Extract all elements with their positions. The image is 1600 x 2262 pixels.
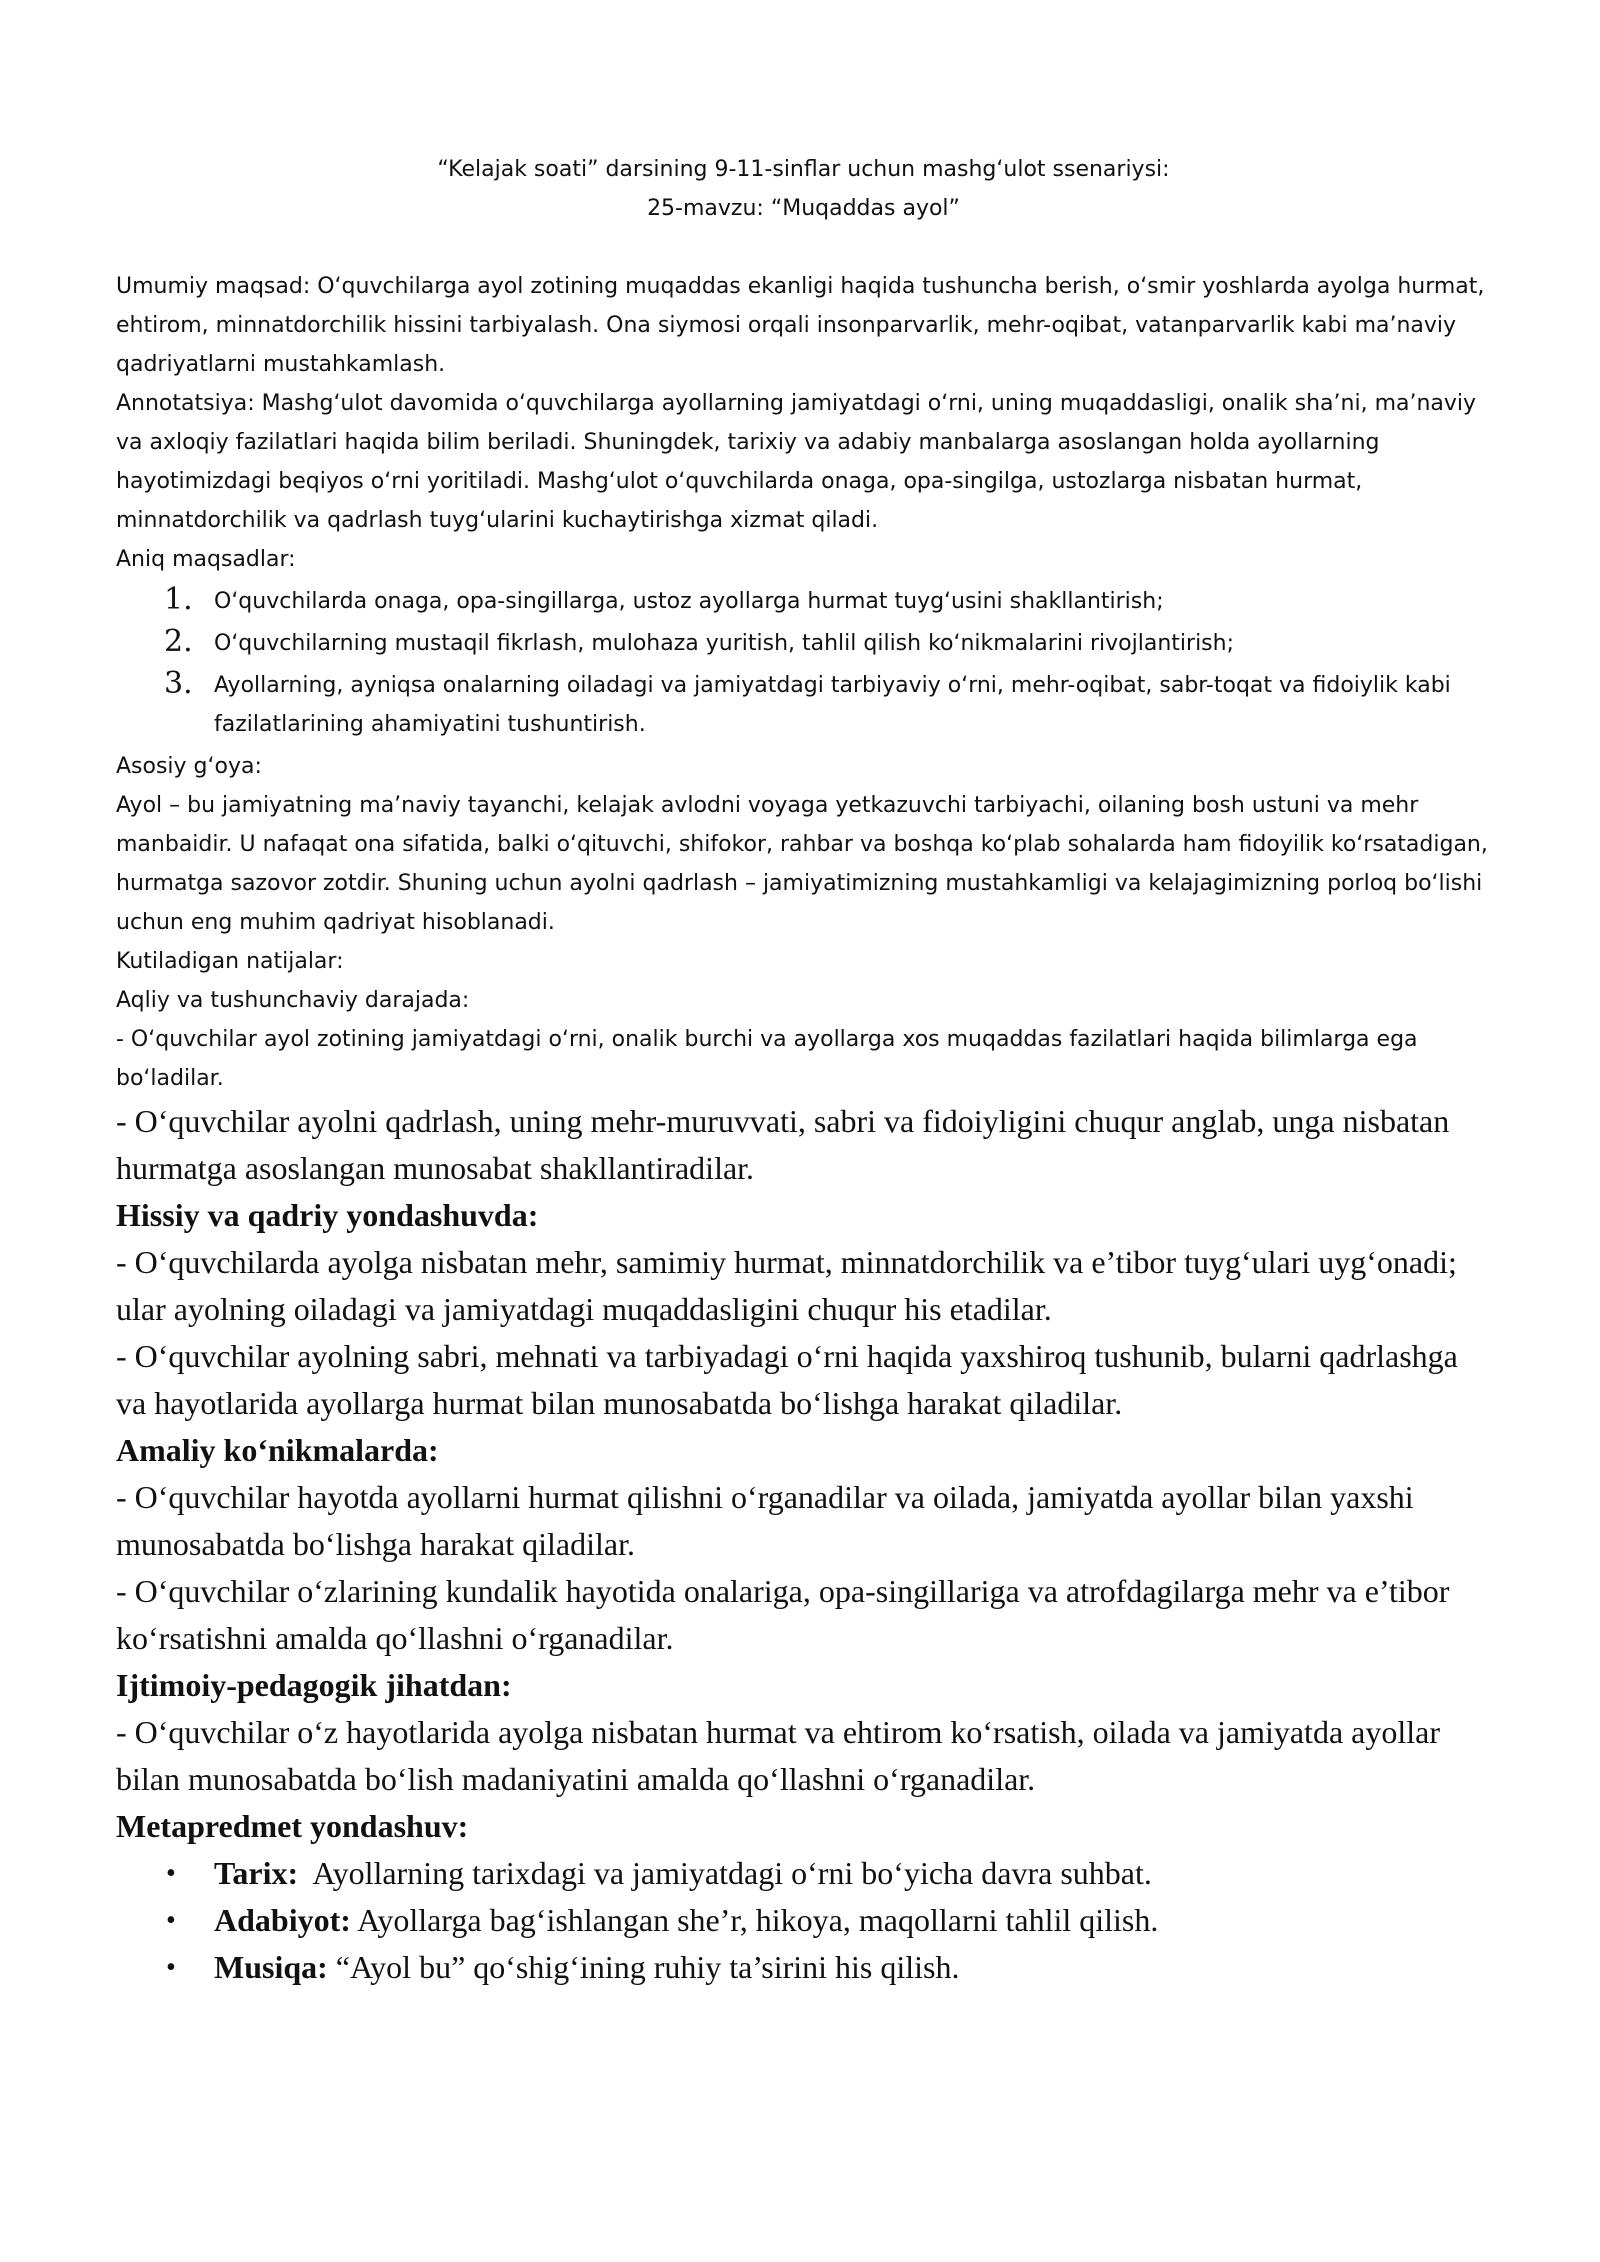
bullet-icon: • <box>166 1952 176 1983</box>
title-line-2: 25-mavzu: “Muqaddas ayol” <box>647 196 960 221</box>
metapredmet-item <box>166 1944 1491 1991</box>
asosiy-goya-paragraph: Ayol – bu jamiyatning ma’naviy tayanchi, kelajak avlodni voyaga yetkazuvchi tarbiyachi, oilaning bosh ustuni va mehr manbaidir. U nafaqat ona sifatida, balki o‘qituvchi, shifokor, rahbar va boshqa ko‘plab sohalarda ham fidoyilik ko‘rsatadigan, hurmatga sazovor zotdir. Shuning uchun ayolni qadrlash – jamiyatimizning mustahkamligi va kelajagimizning porloq bo‘lishi uchun eng muhim qadriyat hisoblanadi. <box>116 793 1488 935</box>
title-line-1: “Kelajak soati” darsining 9-11-sinflar uchun mashg‘ulot ssenariysi: <box>437 157 1170 182</box>
metapredmet-item <box>166 1897 1491 1944</box>
aniq-maqsadlar-label: Aniq maqsadlar: <box>116 547 296 572</box>
goal-text: O‘quvchilarda onaga, opa-singillarga, ustoz ayollarga hurmat tuyg‘usini shakllantirish; <box>214 589 1164 614</box>
document-title <box>116 150 1491 228</box>
goal-text: O‘quvchilarning mustaqil fikrlash, mulohaza yuritish, tahlil qilish ko‘nikmalarini rivojlantirish; <box>214 631 1234 656</box>
goal-number: 1. <box>164 582 193 617</box>
metapredmet-text: Ayollarga bag‘ishlangan she’r, hikoya, maqollarni tahlil qilish. <box>350 1902 1159 1938</box>
bullet-icon: • <box>166 1858 176 1889</box>
aqliy-label: Aqliy va tushunchaviy darajada: <box>116 988 470 1013</box>
aqliy-item-2: - O‘quvchilar ayolni qadrlash, uning mehr-muruvvati, sabri va fidoiyligini chuqur anglab, unga nisbatan hurmatga asoslangan munosabat shakllantiradilar. <box>116 1103 1450 1186</box>
metapredmet-heading: Metapredmet yondashuv: <box>116 1808 469 1844</box>
kutiladigan-natijalar-label: Kutiladigan natijalar: <box>116 949 344 974</box>
metapredmet-text: “Ayol bu” qo‘shig‘ining ruhiy ta’sirini his qilish. <box>327 1949 960 1985</box>
goals-list <box>116 582 1491 744</box>
metapredmet-text: Ayollarning tarixdagi va jamiyatdagi o‘rni bo‘yicha davra suhbat. <box>298 1855 1152 1891</box>
ijtimoiy-heading: Ijtimoiy-pedagogik jihatdan: <box>116 1667 512 1703</box>
goal-text: Ayollarning, ayniqsa onalarning oiladagi va jamiyatdagi tarbiyaviy o‘rni, mehr-oqibat, sabr-toqat va fidoiylik kabi fazilatlarining ahamiyatini tushuntirish. <box>214 673 1451 737</box>
metapredmet-subject: Tarix: <box>214 1855 299 1891</box>
goal-number: 2. <box>164 624 193 659</box>
ijtimoiy-item-1: - O‘quvchilar o‘z hayotlarida ayolga nisbatan hurmat va ehtirom ko‘rsatish, oilada va jamiyatda ayollar bilan munosabatda bo‘lish madaniyatini amalda qo‘llashni o‘rganadilar. <box>116 1714 1440 1797</box>
aqliy-item-1: - O‘quvchilar ayol zotining jamiyatdagi o‘rni, onalik burchi va ayollarga xos muqaddas fazilatlari haqida bilimlarga ega bo‘ladilar. <box>116 1027 1418 1091</box>
metapredmet-subject: Adabiyot: <box>214 1902 351 1938</box>
hissiy-heading: Hissiy va qadriy yondashuvda: <box>116 1197 539 1233</box>
amaliy-item-2: - O‘quvchilar o‘zlarining kundalik hayotida onalariga, opa-singillariga va atrofdagilarga mehr va e’tibor ko‘rsatishni amalda qo‘llashni o‘rganadilar. <box>116 1573 1450 1656</box>
bullet-icon: • <box>166 1905 176 1936</box>
hissiy-item-2: - O‘quvchilar ayolning sabri, mehnati va tarbiyadagi o‘rni haqida yaxshiroq tushunib, bularni qadrlashga va hayotlarida ayollarga hurmat bilan munosabatda bo‘lishga harakat qiladilar. <box>116 1338 1458 1421</box>
hissiy-item-1: - O‘quvchilarda ayolga nisbatan mehr, samimiy hurmat, minnatdorchilik va e’tibor tuyg‘ulari uyg‘onadi; ular ayolning oiladagi va jamiyatdagi muqaddasligini chuqur his etadilar. <box>116 1244 1457 1327</box>
goal-number: 3. <box>164 666 193 701</box>
metapredmet-item <box>166 1850 1491 1897</box>
document-page <box>116 150 1491 1991</box>
amaliy-item-1: - O‘quvchilar hayotda ayollarni hurmat qilishni o‘rganadilar va oilada, jamiyatda ayollar bilan yaxshi munosabatda bo‘lishga harakat qiladilar. <box>116 1479 1414 1562</box>
metapredmet-list <box>116 1850 1491 1991</box>
umumiy-maqsad-paragraph: Umumiy maqsad: O‘quvchilarga ayol zotining muqaddas ekanligi haqida tushuncha berish, o‘smir yoshlarda ayolga hurmat, ehtirom, minnatdorchilik hissini tarbiyalash. Ona siymosi orqali insonparvarlik, mehr-oqibat, vatanparvarlik kabi ma’naviy qadriyatlarni mustahkamlash. <box>116 274 1485 377</box>
goal-item <box>164 582 1491 621</box>
metapredmet-subject: Musiqa: <box>214 1949 328 1985</box>
goal-item <box>164 666 1491 744</box>
amaliy-heading: Amaliy ko‘nikmalarda: <box>116 1432 439 1468</box>
asosiy-goya-label: Asosiy g‘oya: <box>116 754 262 779</box>
annotatsiya-paragraph: Annotatsiya: Mashg‘ulot davomida o‘quvchilarga ayollarning jamiyatdagi o‘rni, uning muqaddasligi, onalik sha’ni, ma’naviy va axloqiy fazilatlari haqida bilim beriladi. Shuningdek, tarixiy va adabiy manbalarga asoslangan holda ayollarning hayotimizdagi beqiyos o‘rni yoritiladi. Mashg‘ulot o‘quvchilarda onaga, opa-singilga, ustozlarga nisbatan hurmat, minnatdorchilik va qadrlash tuyg‘ularini kuchaytirishga xizmat qiladi. <box>116 391 1477 533</box>
goal-item <box>164 624 1491 663</box>
